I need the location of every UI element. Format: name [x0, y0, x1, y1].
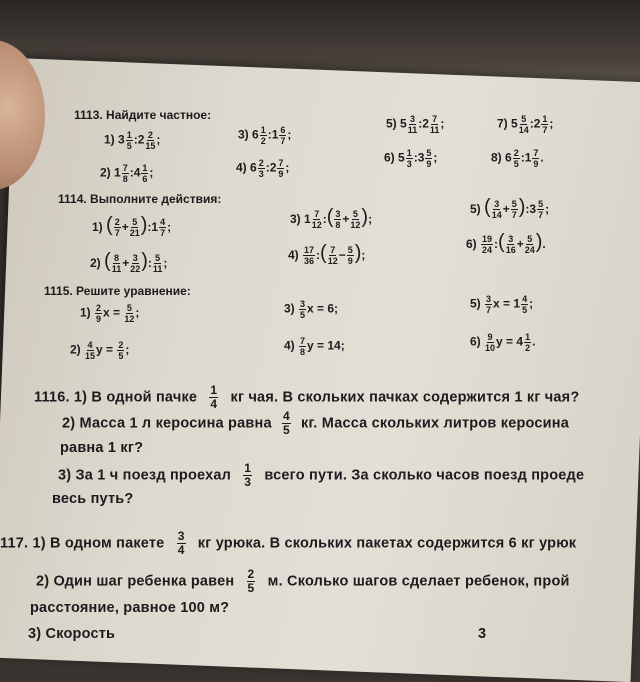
p1113-item-3: 3) 6 $\frac{1}{2}$ :1 $\frac{6}{7}$ ;: [238, 125, 292, 146]
p1114-item-2: 2) ( $\frac{8}{11}$ + $\frac{3}{22}$ ): $\frac{5}{11}$ ;: [90, 250, 168, 275]
p1115-item-4: 4) $\frac{7}{8}$ y = 14;: [284, 336, 345, 357]
p1116-line-4: 3) За 1 ч поезд проехал $\frac{1}{3}$ всего пути. За сколько часов поезд проеде: [58, 461, 585, 489]
p1115-item-6: 6) $\frac{9}{10}$ y = 4 $\frac{1}{2}$ .: [470, 332, 536, 353]
p1115-item-5: 5) $\frac{3}{7}$ x = 1 $\frac{4}{5}$ ;: [470, 294, 534, 315]
p1116-line-5: весь путь?: [52, 491, 134, 507]
p1114-item-5: 5) ( $\frac{3}{14}$ + $\frac{5}{7}$ ):3 $\frac{5}{7}$ ;: [470, 196, 550, 221]
p1117-line-3: расстояние, равное 100 м?: [30, 600, 230, 616]
p1116-line-2: 2) Масса 1 л керосина равна $\frac{4}{5}$ кг. Масса скольких литров керосина: [62, 409, 570, 437]
p1115-item-2: 2) $\frac{4}{15}$ y = $\frac{2}{5}$ ;: [70, 340, 130, 361]
p1117-line-1: 117. 1) В одном пакете $\frac{3}{4}$ кг урюка. В скольких пакетах содержится 6 кг урюк: [0, 529, 577, 557]
problem-1113-title: 1113. Найдите частное:: [74, 108, 212, 122]
p1116-line-1: 1116. 1) В одной пачке $\frac{1}{4}$ кг чая. В скольких пачках содержится 1 кг чая?: [34, 383, 580, 411]
p1117-corner-fraction: 3: [478, 626, 487, 642]
p1114-item-6: 6) $\frac{19}{24}$ :( $\frac{3}{16}$ + $\frac{5}{24}$ ).: [466, 231, 546, 256]
p1113-item-1: 1) 3 $\frac{1}{5}$ :2 $\frac{2}{15}$ ;: [104, 130, 161, 151]
p1117-line-2: 2) Один шаг ребенка равен $\frac{2}{5}$ м. Сколько шагов сделает ребенок, прой: [36, 567, 570, 595]
p1116-line-3: равна 1 кг?: [60, 440, 144, 456]
p1114-item-1: 1) ( $\frac{2}{7}$ + $\frac{5}{21}$ ):1 $\frac{4}{7}$ ;: [92, 214, 172, 239]
problem-1115-title: 1115. Решите уравнение:: [44, 284, 191, 298]
p1114-item-4: 4) $\frac{17}{36}$ :( $\frac{7}{12}$ − $\frac{5}{9}$ );: [288, 242, 366, 267]
p1114-item-3: 3) 1 $\frac{7}{12}$ :( $\frac{3}{8}$ + $\frac{5}{12}$ );: [290, 206, 373, 231]
p1113-item-4: 4) 6 $\frac{2}{3}$ :2 $\frac{7}{9}$ ;: [236, 158, 290, 179]
p1115-item-1: 1) $\frac{2}{9}$ x = $\frac{5}{12}$ ;: [80, 303, 140, 324]
p1113-item-6: 6) 5 $\frac{1}{3}$ :3 $\frac{5}{9}$ ;: [384, 148, 438, 169]
p1113-item-7: 7) 5 $\frac{5}{14}$ :2 $\frac{1}{7}$ ;: [497, 114, 554, 135]
problem-1114-title: 1114. Выполните действия:: [58, 192, 222, 206]
p1117-line-4: 3) Скорость: [28, 626, 116, 642]
p1113-item-8: 8) 6 $\frac{2}{5}$ :1 $\frac{7}{9}$ .: [491, 148, 544, 169]
p1113-item-2: 2) 1 $\frac{7}{8}$ :4 $\frac{1}{6}$ ;: [100, 163, 154, 184]
p1113-item-5: 5) 5 $\frac{3}{11}$ :2 $\frac{7}{11}$ ;: [386, 114, 445, 135]
p1115-item-3: 3) $\frac{3}{5}$ x = 6;: [284, 299, 339, 320]
